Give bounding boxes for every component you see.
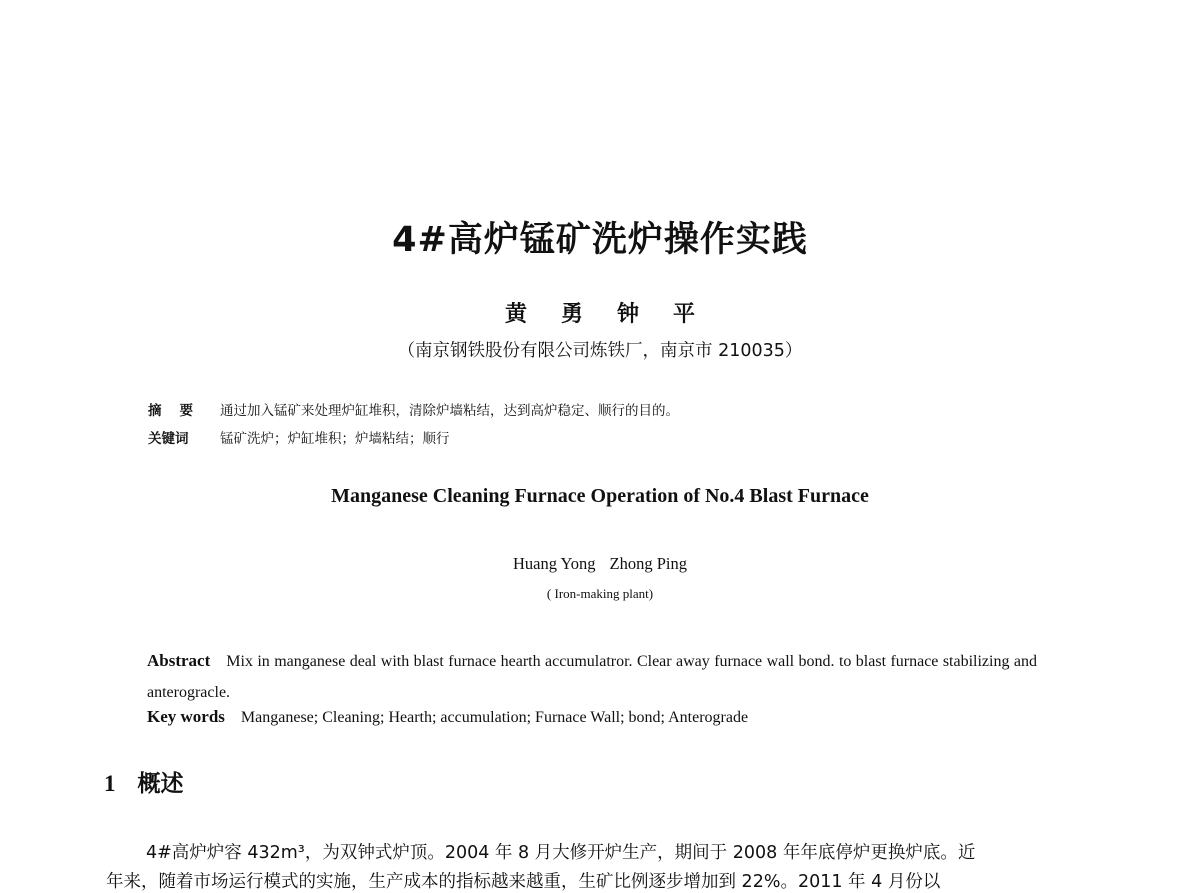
chinese-keywords (148, 427, 450, 447)
chinese-abstract-text: 通过加入锰矿来处理炉缸堆积，清除炉墙粘结，达到高炉稳定、顺行的目的。 (220, 403, 679, 419)
chinese-keywords-label: 关键词 (148, 431, 189, 447)
chinese-keywords-text: 锰矿洗炉；炉缸堆积；炉墙粘结；顺行 (220, 431, 450, 447)
author-name-char: 勇 (560, 301, 583, 327)
author-list (0, 297, 1200, 328)
english-keywords-label: Key words (147, 707, 225, 726)
english-keywords (147, 707, 1037, 727)
english-author-name: Zhong Ping (609, 554, 687, 573)
section-title: 概述 (137, 771, 184, 797)
paper-title: 4#高炉锰矿洗炉操作实践 (392, 220, 808, 260)
chinese-abstract (148, 399, 679, 419)
section-heading (104, 765, 184, 798)
english-abstract-text: Mix in manganese deal with blast furnace hearth accumulatror. Clear away furnace wall bond. to blast furnace stabilizing and anterogracle. (147, 653, 1037, 701)
chinese-abstract-label: 摘要 (148, 403, 211, 419)
author-name-char: 黄 (504, 301, 527, 327)
english-author-list (0, 554, 1200, 574)
body-text-line: 年来，随着市场运行模式的实施，生产成本的指标越来越重，生矿比例逐步增加到 22%。2011 年 4 月份以 (106, 872, 941, 892)
english-keywords-text: Manganese; Cleaning; Hearth; accumulation; Furnace Wall; bond; Anterograde (240, 709, 749, 726)
english-abstract-label: Abstract (147, 651, 211, 670)
english-affiliation: ( Iron-making plant) (546, 586, 654, 601)
english-author-name: Huang Yong (513, 554, 596, 573)
english-abstract (147, 645, 1037, 708)
affiliation: （南京钢铁股份有限公司炼铁厂，南京市 210035） (397, 341, 803, 361)
author-name-char: 平 (673, 301, 696, 327)
author-name-char: 钟 (617, 301, 640, 327)
section-number: 1 (104, 771, 116, 796)
body-text-line: 4#高炉炉容 432m³，为双钟式炉顶。2004 年 8 月大修开炉生产，期间于 2008 年年底停炉更换炉底。近 (146, 843, 976, 863)
english-title: Manganese Cleaning Furnace Operation of No.4 Blast Furnace (331, 485, 869, 507)
